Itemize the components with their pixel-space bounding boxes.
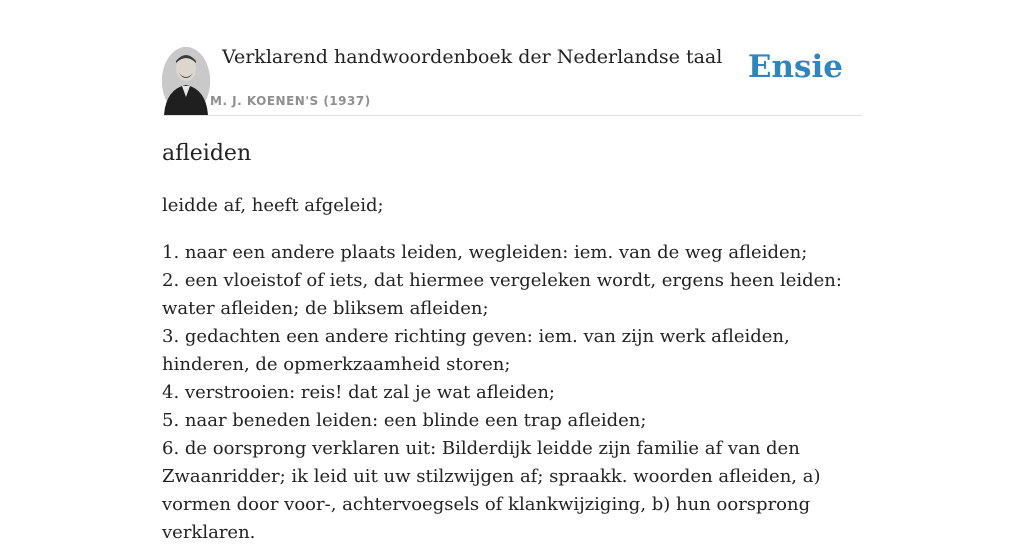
sense-list <box>162 239 862 547</box>
sense-item: 4. verstrooien: reis! dat zal je wat afleiden; <box>162 382 555 403</box>
dictionary-author: M. J. KOENEN'S (1937) <box>210 94 371 108</box>
portrait-image <box>162 47 210 115</box>
entry-content <box>162 138 862 547</box>
sense-item: 2. een vloeistof of iets, dat hiermee vergeleken wordt, ergens heen leiden: water afleiden; de bliksem afleiden; <box>162 270 842 319</box>
sense-item: 6. de oorsprong verklaren uit: Bilderdijk leidde zijn familie af van den Zwaanridder; ik leid uit uw stilzwijgen af; spraakk. woorden afleiden, a) vormen door voor-, achtervoegsels of klankwijziging, b) hun oorsprong verklaren. <box>162 438 821 543</box>
sense-item: 5. naar beneden leiden: een blinde een trap afleiden; <box>162 410 647 431</box>
dictionary-title: Verklarend handwoordenboek der Nederlandse taal <box>222 46 723 68</box>
sense-item: 1. naar een andere plaats leiden, wegleiden: iem. van de weg afleiden; <box>162 242 808 263</box>
author-portrait <box>162 47 210 115</box>
entry-inflection: leidde af, heeft afgeleid; <box>162 195 384 216</box>
entry-headword: afleiden <box>162 141 252 166</box>
sense-item: 3. gedachten een andere richting geven: iem. van zijn werk afleiden, hinderen, de opmerkzaamheid storen; <box>162 326 790 375</box>
ensie-logo-link[interactable]: Ensie <box>747 49 843 85</box>
dictionary-header <box>162 45 862 116</box>
